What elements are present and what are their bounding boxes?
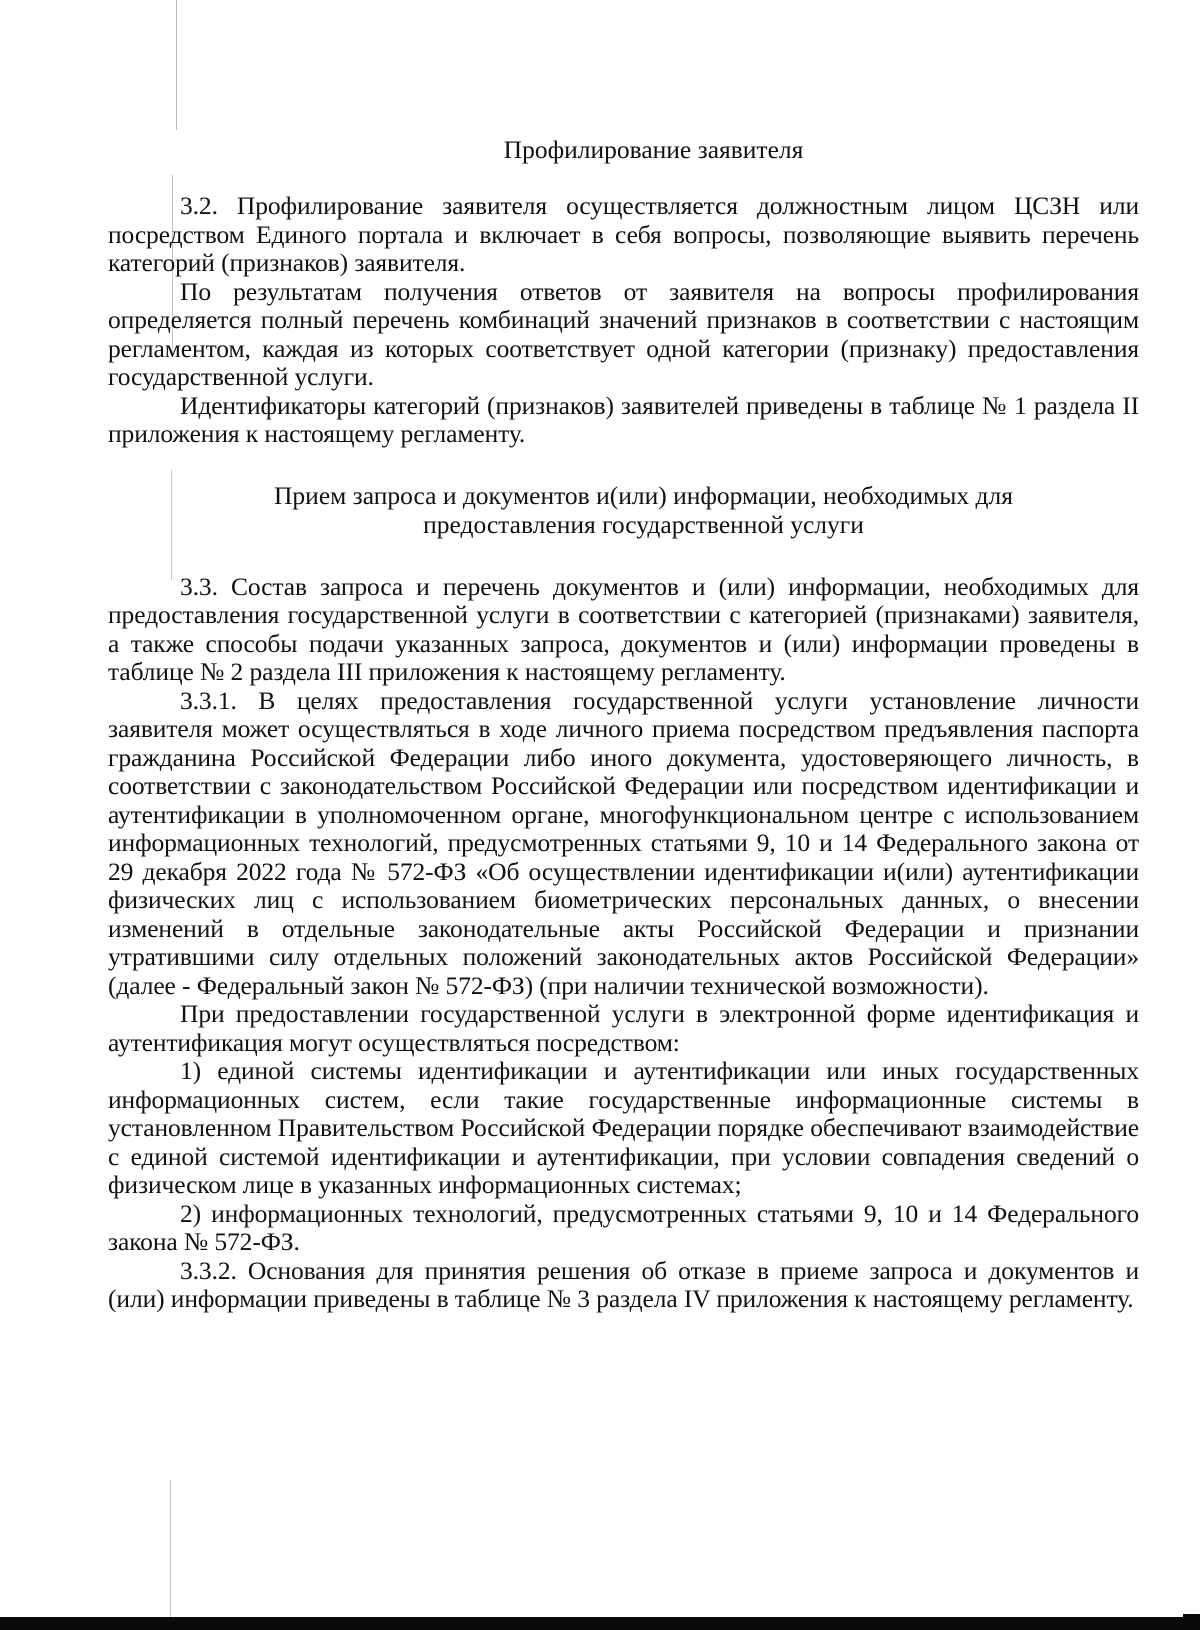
scan-bottom-edge [0, 1617, 1200, 1630]
paragraph-electronic-form: При предоставлении государственной услуги в электронной форме идентификация и аутентификация могут осуществляться посредством: [108, 999, 1139, 1057]
section-heading-request [108, 481, 1139, 539]
scan-artifact-line [176, 0, 177, 130]
paragraph-3-2: 3.2. Профилирование заявителя осуществляется должностным лицом ЦСЗН или посредством Единого портала и включает в себя вопросы, позволяющие выявить перечень категорий (признаков) заявителя. [108, 191, 1139, 277]
paragraph-3-3-2: 3.3.2. Основания для принятия решения об отказе в приеме запроса и документов и (или) информации приведены в таблице № 3 раздела IV приложения к настоящему регламенту. [108, 1255, 1139, 1313]
paragraph-identifiers: Идентификаторы категорий (признаков) заявителей приведены в таблице № 1 раздела II приложения к настоящему регламенту. [108, 390, 1139, 448]
paragraph-item-1: 1) единой системы идентификации и аутентификации или иных государственных информационных систем, если такие государственные информационные системы в установленном Правительством Российской Федерации порядке обеспечивают взаимодействие с единой системой идентификации и аутентификации, при условии совпадения сведений о физическом лице в указанных информационных системах; [108, 1056, 1139, 1199]
paragraph-profiling-results: По результатам получения ответов от заявителя на вопросы профилирования определяется полный перечень комбинаций значений признаков в соответствии с настоящим регламентом, каждая из которых соответствует одной категории (признаку) предоставления государственной услуги. [108, 276, 1139, 391]
section-heading-request-line-1: Прием запроса и документов и(или) информации, необходимых для [274, 480, 1013, 510]
paragraph-3-3-1: 3.3.1. В целях предоставления государственной услуги установление личности заявителя может осуществляться в ходе личного приема посредством предъявления паспорта гражданина Российской Федерации либо иного документа, удостоверяющего личность, в соответствии с законодательством Российской Федерации или посредством идентификации и аутентификации в уполномоченном органе, многофункциональном центре с использованием информационных технологий, предусмотренных статьями 9, 10 и 14 Федерального закона от 29 декабря 2022 года № 572-ФЗ «Об осуществлении идентификации и(или) аутентификации физических лиц с использованием биометрических персональных данных, о внесении изменений в отдельные законодательные акты Российской Федерации и признании утратившими силу отдельных положений законодательных актов Российской Федерации» (далее - Федеральный закон № 572-ФЗ) (при наличии технической возможности). [108, 685, 1139, 1000]
document-body [108, 135, 1139, 1314]
scan-artifact-line [170, 1480, 171, 1630]
section-heading-request-line-2: предоставления государственной услуги [423, 509, 864, 539]
section-heading-profiling: Профилирование заявителя [503, 135, 804, 164]
paragraph-3-3: 3.3. Состав запроса и перечень документов и (или) информации, необходимых для предоставления государственной услуги в соответствии с категорией (признаками) заявителя, а также способы подачи указанных запроса, документов и (или) информации проведены в таблице № 2 раздела III приложения к настоящему регламенту. [108, 571, 1139, 686]
paragraph-item-2: 2) информационных технологий, предусмотренных статьями 9, 10 и 14 Федерального закона № 572-ФЗ. [108, 1198, 1139, 1256]
